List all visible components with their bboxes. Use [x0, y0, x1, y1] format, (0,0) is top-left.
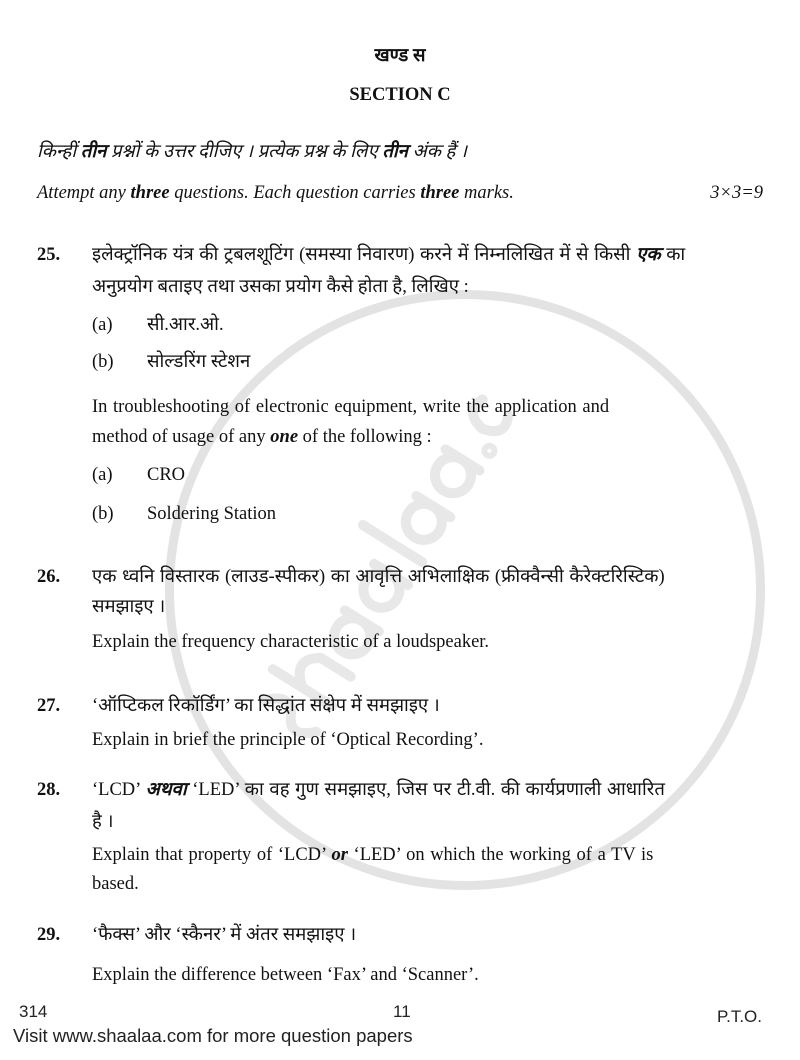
pto-label: P.T.O. [716, 1007, 762, 1026]
question-text-hindi: एक ध्वनि विस्तारक (लाउड-स्पीकर) का आवृत्ति अभिलाक्षिक (फ्रीक्वैन्सी कैरेक्टरिस्टिक) [92, 567, 665, 587]
question-number: 26. [37, 567, 61, 587]
instruction-emphasis: तीन [80, 142, 107, 162]
question-text-english: In troubleshooting of electronic equipment, write the application and [92, 397, 610, 417]
instruction-hindi [37, 143, 467, 162]
option-text: CRO [147, 465, 186, 485]
question-emphasis: or [331, 845, 348, 865]
section-title: SECTION C [349, 85, 451, 105]
question-text-english [92, 846, 653, 865]
question-text-english: Explain in brief the principle of ‘Optical Recording’. [92, 730, 484, 750]
section-title-hindi: खण्ड स [374, 46, 426, 66]
instruction-text: marks. [459, 183, 514, 203]
question-number: 25. [37, 245, 61, 265]
instruction-text: प्रश्नों के उत्तर दीजिए । प्रत्येक प्रश्न के लिए [106, 142, 383, 162]
question-text: इलेक्ट्रॉनिक यंत्र की ट्रबलशूटिंग (समस्या निवारण) करने में निम्नलिखित में से किसी [92, 245, 631, 265]
question-text-english: Explain the frequency characteristic of a loudspeaker. [92, 632, 490, 652]
question-text-english [92, 428, 432, 447]
question-text-hindi: अनुप्रयोग बताइए तथा उसका प्रयोग कैसे होता है, लिखिए : [92, 277, 469, 297]
question-emphasis: one [270, 427, 299, 447]
instruction-text: किन्हीं [37, 142, 81, 162]
instruction-text: अंक हैं । [407, 142, 467, 162]
question-emphasis: अथवा [145, 780, 187, 800]
option-label: (b) [92, 504, 114, 524]
instruction-emphasis: three [130, 183, 170, 203]
question-text-english: Explain the difference between ‘Fax’ and ‘Scanner’. [92, 965, 479, 985]
question-text: of the following : [298, 427, 432, 447]
question-text-english: based. [92, 874, 139, 894]
question-text: ‘LED’ का वह गुण समझाइए, जिस पर टी.वी. की कार्यप्रणाली आधारित [192, 780, 665, 800]
question-text-hindi: ‘ऑप्टिकल रिकॉर्डिंग’ का सिद्धांत संक्षेप में समझाइए । [92, 696, 440, 716]
option-text: सी.आर.ओ. [147, 315, 224, 335]
visit-link[interactable]: Visit www.shaalaa.com for more question papers [13, 1025, 413, 1046]
page-number: 11 [393, 1002, 411, 1021]
option-label: (b) [92, 352, 114, 372]
question-text: ‘LED’ on which the working of a TV is [347, 845, 654, 865]
question-number: 27. [37, 696, 61, 716]
instruction-text: questions. Each question carries [169, 183, 421, 203]
option-label: (a) [92, 315, 113, 335]
question-text-hindi: है । [92, 812, 114, 832]
question-text: ‘LCD’ [92, 780, 140, 800]
question-text: का [666, 245, 686, 265]
option-text: सोल्डरिंग स्टेशन [147, 352, 251, 372]
question-text-hindi: समझाइए । [92, 597, 166, 617]
question-text-hindi [92, 246, 685, 265]
option-label: (a) [92, 465, 113, 485]
instruction-emphasis: तीन [382, 142, 408, 162]
paper-code: 314 [19, 1002, 48, 1021]
instruction-emphasis: three [420, 183, 460, 203]
question-number: 28. [37, 780, 61, 800]
question-text: Explain that property of ‘LCD’ [92, 845, 332, 865]
question-emphasis: एक [636, 245, 661, 265]
question-text-hindi: ‘फैक्स’ और ‘स्कैनर’ में अंतर समझाइए । [92, 925, 357, 945]
marks: 3×3=9 [710, 183, 763, 203]
instruction-english [37, 184, 514, 203]
question-text-hindi [92, 781, 665, 800]
question-number: 29. [37, 925, 61, 945]
option-text: Soldering Station [147, 504, 276, 524]
instruction-text: Attempt any [37, 183, 131, 203]
question-text: method of usage of any [92, 427, 271, 447]
